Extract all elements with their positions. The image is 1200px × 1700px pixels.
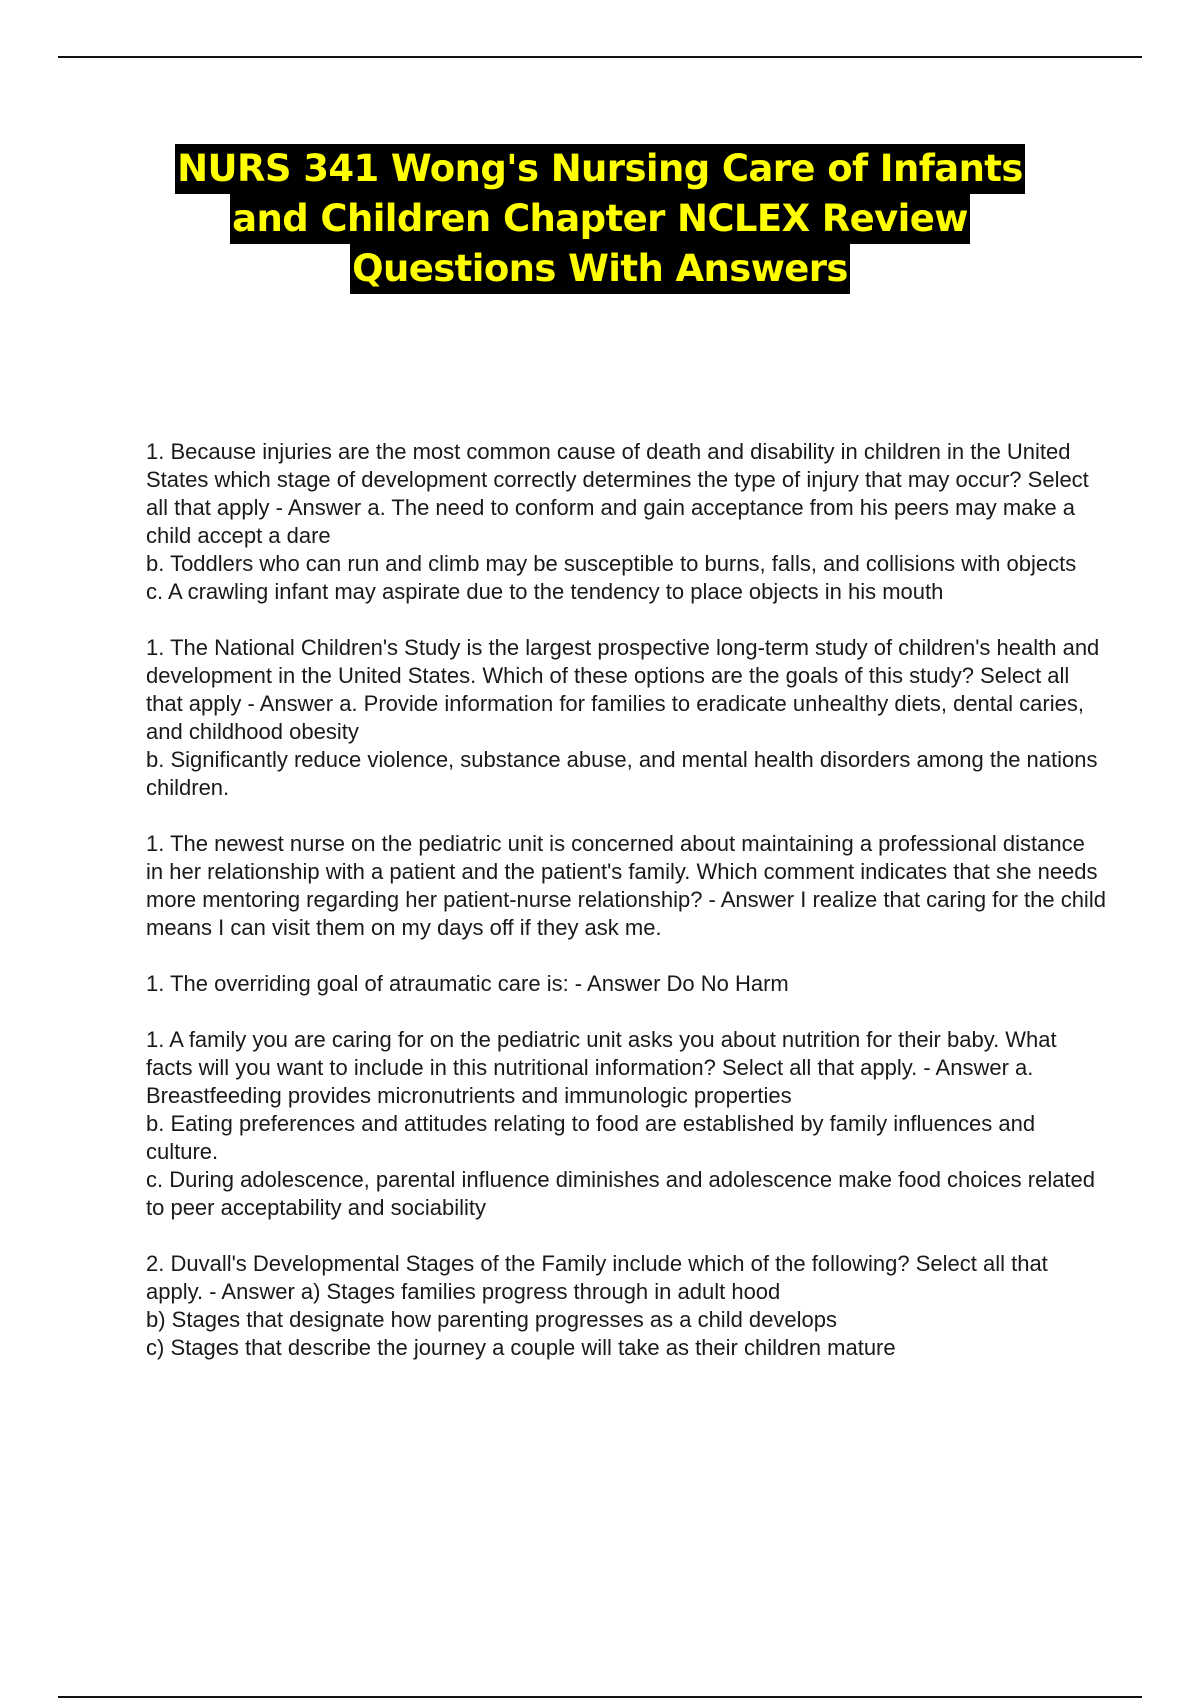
question-text: 1. Because injuries are the most common cause of death and disability in children in the United States which stage of development correctly determines the type of injury that may occur? Select all that apply - Answer a. The need to conform and gain acceptance from his peers may make a child accept a dare <box>146 439 1089 548</box>
answer-option: b) Stages that designate how parenting progresses as a child develops <box>146 1307 837 1332</box>
answer-option: c. A crawling infant may aspirate due to the tendency to place objects in his mouth <box>146 579 944 604</box>
title-line-1: NURS 341 Wong's Nursing Care of Infants <box>175 144 1025 194</box>
title-line-2: and Children Chapter NCLEX Review <box>230 194 970 244</box>
question-block <box>146 1250 1106 1362</box>
answer-option: c. During adolescence, parental influence diminishes and adolescence make food choices related to peer acceptability and sociability <box>146 1167 1096 1220</box>
question-text: 1. The newest nurse on the pediatric unit is concerned about maintaining a professional distance in her relationship with a patient and the patient's family. Which comment indicates that she needs more mentoring regarding her patient-nurse relationship? - Answer I realize that caring for the child means I can visit them on my days off if they ask me. <box>146 831 1106 940</box>
question-text: 1. The National Children's Study is the largest prospective long-term study of children's health and development in the United States. Which of these options are the goals of this study? Select all that apply - Answer a. Provide information for families to eradicate unhealthy diets, dental caries, and childhood obesity <box>146 635 1100 744</box>
document-body <box>146 438 1106 1390</box>
answer-option: b. Toddlers who can run and climb may be susceptible to burns, falls, and collisions with objects <box>146 551 1077 576</box>
answer-option: b. Significantly reduce violence, substance abuse, and mental health disorders among the nations children. <box>146 747 1098 800</box>
question-text: 1. The overriding goal of atraumatic care is: - Answer Do No Harm <box>146 971 789 996</box>
title-line-3: Questions With Answers <box>350 244 850 294</box>
question-block <box>146 1026 1106 1222</box>
bottom-rule <box>58 1696 1142 1698</box>
question-text: 1. A family you are caring for on the pediatric unit asks you about nutrition for their baby. What facts will you want to include in this nutritional information? Select all that apply. - Answer a. Breastfeeding provides micronutrients and immunologic properties <box>146 1027 1057 1108</box>
document-title <box>100 144 1100 294</box>
question-text: 2. Duvall's Developmental Stages of the Family include which of the following? Select all that apply. - Answer a) Stages families progress through in adult hood <box>146 1251 1048 1304</box>
question-block <box>146 830 1106 942</box>
question-block <box>146 438 1106 606</box>
question-block <box>146 970 1106 998</box>
answer-option: b. Eating preferences and attitudes relating to food are established by family influences and culture. <box>146 1111 1036 1164</box>
answer-option: c) Stages that describe the journey a couple will take as their children mature <box>146 1335 896 1360</box>
top-rule <box>58 56 1142 58</box>
question-block <box>146 634 1106 802</box>
